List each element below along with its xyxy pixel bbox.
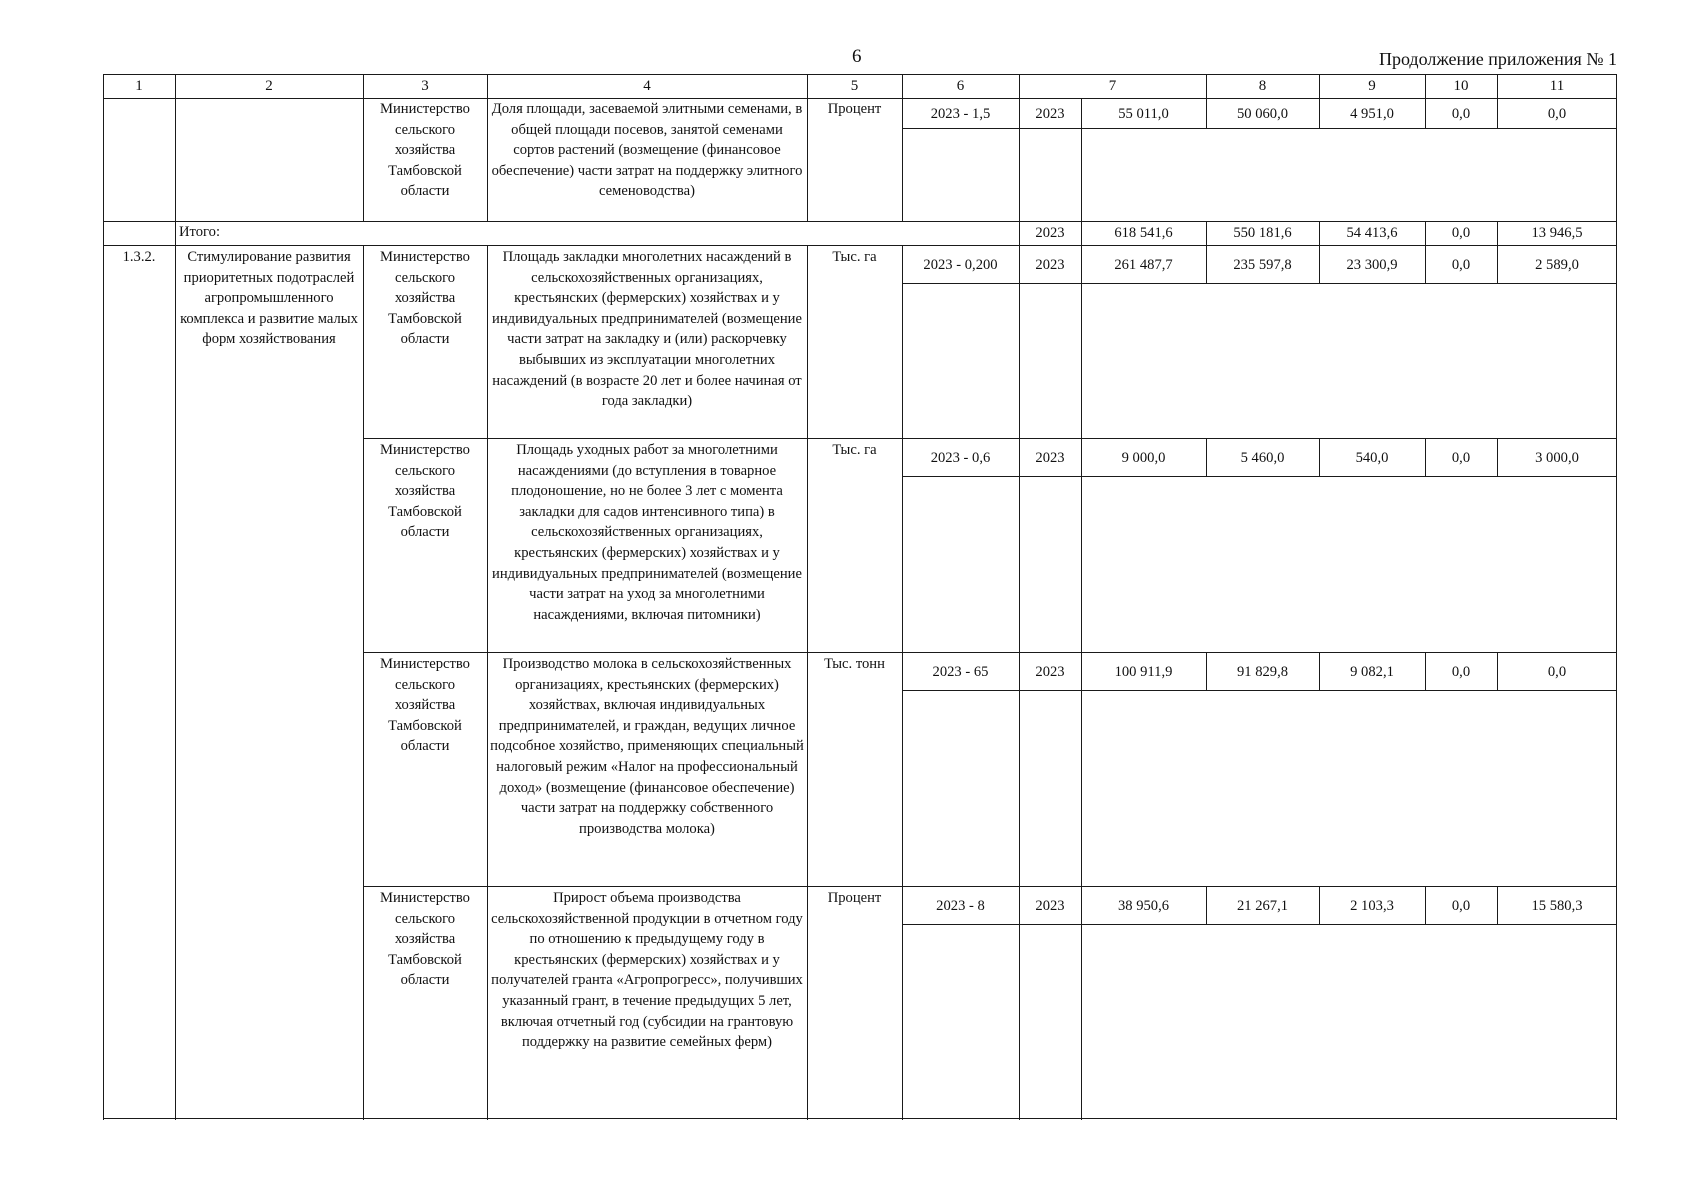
row2-year: 2023 [1035,257,1065,273]
col-divider [1319,438,1320,477]
header-bottom-border [103,98,1617,99]
table-left-border [103,74,104,1120]
program-table [103,74,1617,1120]
row4-indicator: Производство молока в сельскохозяйственных организациях, крестьянских (фермерских) хозяйствах, включая индивидуальных предпринимателей, и граждан, ведущих личное подсобное хозяйство, применяющих специальный налоговый режим «Налог на профессиональный доход» (возмещение (финансовое обеспечение) части затрат на поддержку собственного производства молока) [490,656,804,837]
col-divider [1206,221,1207,284]
total-sum: 618 541,6 [1114,225,1173,241]
row5-year: 2023 [1035,898,1065,914]
total-label: Итого: [179,224,220,240]
row5-total: 38 950,6 [1117,898,1170,914]
column-header: 11 [1549,78,1565,94]
row2-col8: 235 597,8 [1233,257,1292,273]
col-divider [1319,886,1320,925]
col-divider [175,74,176,1120]
col-divider [1425,438,1426,477]
row-divider [902,128,1617,129]
row2-number: 1.3.2. [122,249,156,265]
col-divider [1319,74,1320,129]
row-divider [363,438,1617,439]
row-divider [902,476,1617,477]
row3-total: 9 000,0 [1121,450,1166,466]
row3-unit: Тыс. га [832,442,877,458]
col-divider [1497,74,1498,129]
page-number: 6 [852,46,862,67]
row3-col9: 540,0 [1355,450,1389,466]
table-right-border [1616,74,1617,1120]
col-divider [1497,221,1498,284]
col-divider [1019,74,1020,1120]
row5-col9: 2 103,3 [1350,898,1394,914]
column-header: 3 [421,78,429,94]
row4-agency: Министерство сельского хозяйства Тамбовской области [380,656,470,755]
column-header: 2 [265,78,273,94]
col-divider [1425,74,1426,129]
row3-indicator: Площадь уходных работ за многолетними насаждениями (до вступления в товарное плодоношение, но не более 3 лет с момента закладки для садов интенсивного типа) в сельскохозяйственных организациях, крестьянских (фермерских) хозяйствах и у индивидуальных предпринимателей (возмещение части затрат на уход за многолетними насаждениями, включая питомники) [492,442,802,623]
col-divider [1319,652,1320,691]
row0-target: 2023 - 1,5 [930,106,991,122]
col-divider [1206,886,1207,925]
total-col9: 54 413,6 [1346,225,1398,241]
row3-col8: 5 460,0 [1240,450,1285,466]
col-divider [1497,886,1498,925]
col-divider [487,245,488,1120]
col-divider [487,74,488,222]
total-col11: 13 946,5 [1531,225,1583,241]
row3-year: 2023 [1035,450,1065,466]
row5-indicator: Прирост объема производства сельскохозяйственной продукции в отчетном году по отношению к предыдущему году в крестьянских (фермерских) хозяйствах и у получателей гранта «Агропрогресс», получивших указанный грант, в течение предыдущих 5 лет, включая отчетный год (субсидии на грантовую поддержку на развитие семейных ферм) [491,890,803,1051]
table-top-border [103,74,1617,75]
total-col8: 550 181,6 [1233,225,1292,241]
row0-col10: 0,0 [1451,106,1471,122]
row3-agency: Министерство сельского хозяйства Тамбовской области [380,442,470,541]
col-divider [1206,652,1207,691]
column-header: 6 [956,78,965,94]
column-header: 8 [1258,78,1267,94]
row4-unit: Тыс. тонн [824,656,885,672]
column-header: 1 [135,78,143,94]
row0-unit: Процент [827,101,882,117]
col-divider [1497,438,1498,477]
row4-col10: 0,0 [1451,664,1471,680]
total-year: 2023 [1035,225,1065,241]
col-divider [1425,652,1426,691]
row4-target: 2023 - 65 [932,664,989,680]
row5-col10: 0,0 [1451,898,1471,914]
col-divider [902,74,903,222]
row3-target: 2023 - 0,6 [930,450,991,466]
col-divider [1497,652,1498,691]
row2-col11: 2 589,0 [1535,257,1579,273]
col-divider [807,74,808,222]
col-divider [363,245,364,1120]
row5-unit: Процент [827,890,882,906]
row-divider [103,221,1617,222]
row2-col9: 23 300,9 [1346,257,1398,273]
row3-col10: 0,0 [1451,450,1471,466]
row4-col8: 91 829,8 [1236,664,1289,680]
row0-agency: Министерство сельского хозяйства Тамбовской области [380,101,470,200]
row0-col9: 4 951,0 [1350,106,1394,122]
column-header: 10 [1453,78,1469,94]
row2-target: 2023 - 0,200 [923,257,998,273]
row2-name: Стимулирование развития приоритетных подотраслей агропромышленного комплекса и развитие малых форм хозяйствования [180,249,358,348]
row0-col8: 50 060,0 [1236,106,1289,122]
row4-year: 2023 [1035,664,1065,680]
col-divider [1081,98,1082,1120]
row2-col10: 0,0 [1451,257,1471,273]
row4-col11: 0,0 [1547,664,1567,680]
row5-col11: 15 580,3 [1531,898,1583,914]
col-divider [1206,74,1207,129]
column-header: 4 [643,78,651,94]
row2-total: 261 487,7 [1114,257,1173,273]
row0-indicator: Доля площади, засеваемой элитными семенами, в общей площади посевов, занятой семенами сортов растений (возмещение (финансовое обеспечение) части затрат на поддержку элитного семеноводства) [491,101,803,200]
row-divider [103,245,1617,246]
table-bottom-border [103,1118,1617,1119]
row0-total: 55 011,0 [1118,106,1169,122]
row2-agency: Министерство сельского хозяйства Тамбовской области [380,249,470,348]
column-header: 7 [1108,78,1117,94]
row0-year: 2023 [1035,106,1065,122]
row2-indicator: Площадь закладки многолетних насаждений в сельскохозяйственных организациях, крестьянских (фермерских) хозяйствах и у индивидуальных предпринимателей (возмещение части затрат на закладку и (или) раскорчевку выбывших из эксплуатации многолетних насаждений (в возрасте 20 лет и более начиная от года закладки) [492,249,802,410]
row-divider [902,690,1617,691]
col-divider [1206,438,1207,477]
col-divider [363,74,364,222]
col-divider [1319,221,1320,284]
row-divider [363,886,1617,887]
col-divider [1425,886,1426,925]
row5-target: 2023 - 8 [936,898,985,914]
appendix-label: Продолжение приложения № 1 [1378,49,1617,69]
col-divider [807,245,808,1120]
row-divider [902,924,1617,925]
row4-total: 100 911,9 [1114,664,1173,680]
row0-col11: 0,0 [1547,106,1567,122]
row3-col11: 3 000,0 [1535,450,1579,466]
col-divider [1425,221,1426,284]
row2-unit: Тыс. га [832,249,877,265]
column-header: 5 [850,78,859,94]
row-divider [363,652,1617,653]
row5-col8: 21 267,1 [1236,898,1289,914]
row4-col9: 9 082,1 [1350,664,1394,680]
row5-agency: Министерство сельского хозяйства Тамбовской области [380,890,470,989]
total-col10: 0,0 [1451,225,1471,241]
row-divider [902,283,1617,284]
col-divider [902,245,903,1120]
column-header: 9 [1368,78,1376,94]
